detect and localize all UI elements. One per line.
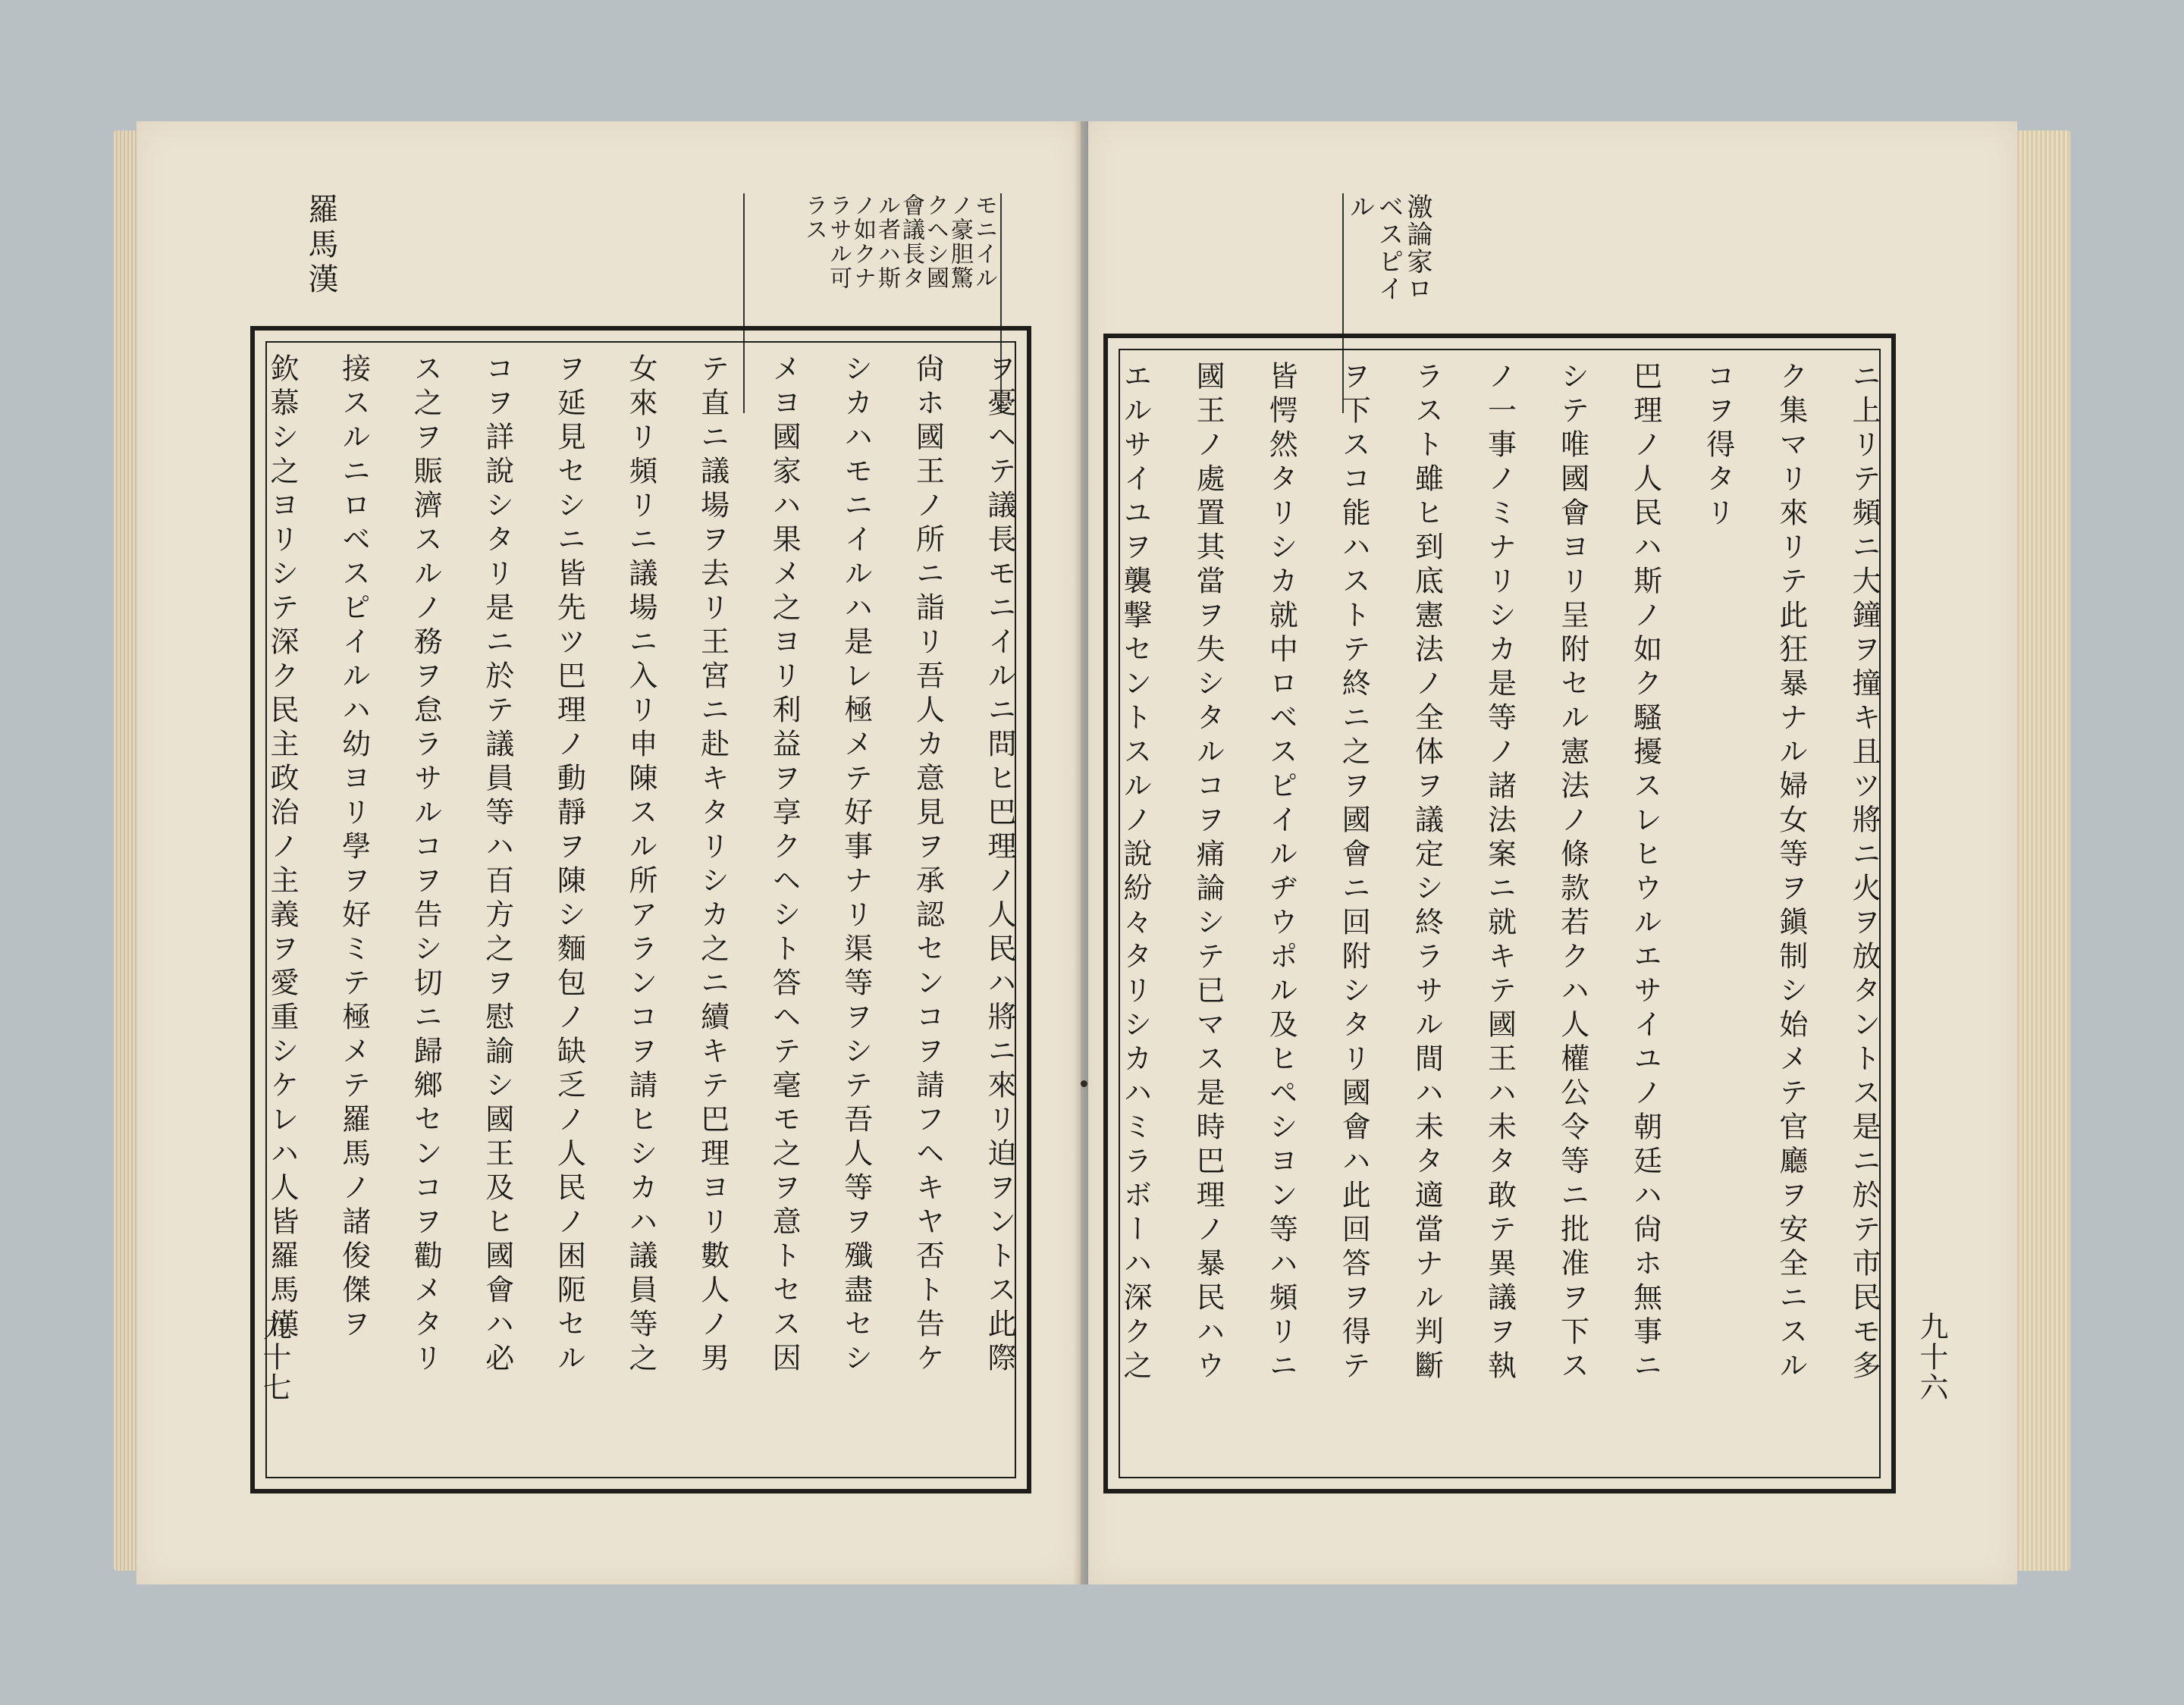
right-page bbox=[1088, 121, 2017, 1584]
page-number-left: 九十七 bbox=[258, 1312, 291, 1403]
left-page bbox=[136, 121, 1081, 1584]
margin-note-line: モニイル bbox=[971, 193, 997, 290]
text-column: コヲ詳說シタリ是ニ於テ議員等ハ百方之ヲ慰諭シ國王及ヒ國會ハ必 bbox=[480, 353, 514, 1377]
text-frame-right bbox=[1103, 334, 1896, 1493]
text-column: シカハモニイルハ是レ極メテ好事ナリ渠等ヲシテ吾人等ヲ殲盡セシ bbox=[839, 353, 873, 1377]
text-column: 女來リ頻リニ議場ニ入リ申陳スル所アランコヲ請ヒシカハ議員等之 bbox=[623, 353, 657, 1377]
text-column: ラスト雖ヒ到底憲法ノ全体ヲ議定シ終ラサル間ハ未タ適當ナル判斷 bbox=[1410, 361, 1444, 1384]
page-edges-right bbox=[2017, 130, 2070, 1571]
margin-note-line: ノ如クナ bbox=[849, 193, 876, 290]
margin-note-line: クヘシ國 bbox=[922, 193, 949, 290]
text-frame-left bbox=[250, 326, 1031, 1493]
text-column: ス之ヲ賑濟スルノ務ヲ怠ラサルコヲ告シ切ニ歸鄉センコヲ勸メタリ bbox=[409, 353, 443, 1377]
margin-note-line: ラサル可 bbox=[825, 193, 852, 290]
margin-note-line: 激論家ロ bbox=[1402, 193, 1432, 302]
text-column: 尙ホ國王ノ所ニ詣リ吾人カ意見ヲ承認センコヲ請フヘキヤ否ト告ケ bbox=[911, 353, 945, 1377]
text-column: メヨ國家ハ果メ之ヨリ利益ヲ享クヘシト答ヘテ毫モ之ヲ意トセス因 bbox=[767, 353, 802, 1377]
text-column: ヲ延見セシニ皆先ツ巴理ノ動靜ヲ陳シ麵包ノ缺乏ノ人民ノ困阨セル bbox=[552, 353, 586, 1377]
text-column: 國王ノ處置其當ヲ失シタルコヲ痛論シテ已マス是時巴理ノ暴民ハウ bbox=[1191, 361, 1225, 1384]
text-column: ノ一事ノミナリシカ是等ノ諸法案ニ就キテ國王ハ未タ敢テ異議ヲ執 bbox=[1483, 361, 1517, 1384]
margin-note-line: 會議長タ bbox=[898, 193, 924, 290]
margin-note-line: ル者ハ斯 bbox=[874, 193, 900, 290]
margin-note-line: ル bbox=[1345, 193, 1375, 221]
text-column: シテ唯國會ヨリ呈附セル憲法ノ條款若クハ人權公令等ニ批准ヲ下ス bbox=[1555, 361, 1589, 1384]
margin-note-line: ラス bbox=[801, 193, 827, 242]
margin-note-line: ノ豪胆驚 bbox=[946, 193, 973, 290]
text-column: 皆愕然タリシカ就中ロベスピイルヂウポル及ヒペシヨン等ハ頻リニ bbox=[1264, 361, 1298, 1384]
text-column: エルサイユヲ襲撃セントスルノ說紛々タリシカハミラボーハ深ク之 bbox=[1119, 361, 1152, 1384]
body-text-right bbox=[1116, 361, 1884, 1466]
text-column: 接スルニロベスピイルハ幼ヨリ學ヲ好ミテ極メテ羅馬ノ諸俊傑ヲ bbox=[337, 353, 371, 1343]
text-column: ニ上リテ頻ニ大鐘ヲ撞キ且ツ將ニ火ヲ放タントス是ニ於テ市民モ多 bbox=[1847, 361, 1881, 1384]
page-number-right: 九十六 bbox=[1915, 1312, 1948, 1403]
text-column: ヲ憂ヘテ議長モニイルニ問ヒ巴理ノ人民ハ將ニ來リ迫ヲントス此際 bbox=[982, 353, 1016, 1377]
text-column: 巴理ノ人民ハ斯ノ如ク騷擾スレヒウルエサイユノ朝廷ハ尙ホ無事ニ bbox=[1628, 361, 1662, 1384]
margin-note-line: ベスピイ bbox=[1373, 193, 1404, 302]
body-text-left bbox=[262, 353, 1019, 1466]
text-column: 欽慕シ之ヨリシテ深ク民主政治ノ主義ヲ愛重シケレハ人皆羅馬漢 bbox=[265, 353, 299, 1343]
open-book bbox=[114, 121, 2070, 1584]
text-column: ク集マリ來リテ此狂暴ナル婦女等ヲ鎭制シ始メテ官廳ヲ安全ニスル bbox=[1774, 361, 1808, 1384]
text-column: ヲ下スコ能ハストテ終ニ之ヲ國會ニ回附シタリ國會ハ此回答ヲ得テ bbox=[1337, 361, 1371, 1384]
text-column: コヲ得タリ bbox=[1701, 361, 1735, 531]
text-column: テ直ニ議場ヲ去リ王宮ニ赴キタリシカ之ニ續キテ巴理ヨリ數人ノ男 bbox=[695, 353, 730, 1377]
running-head: 羅馬漢 bbox=[303, 193, 338, 298]
